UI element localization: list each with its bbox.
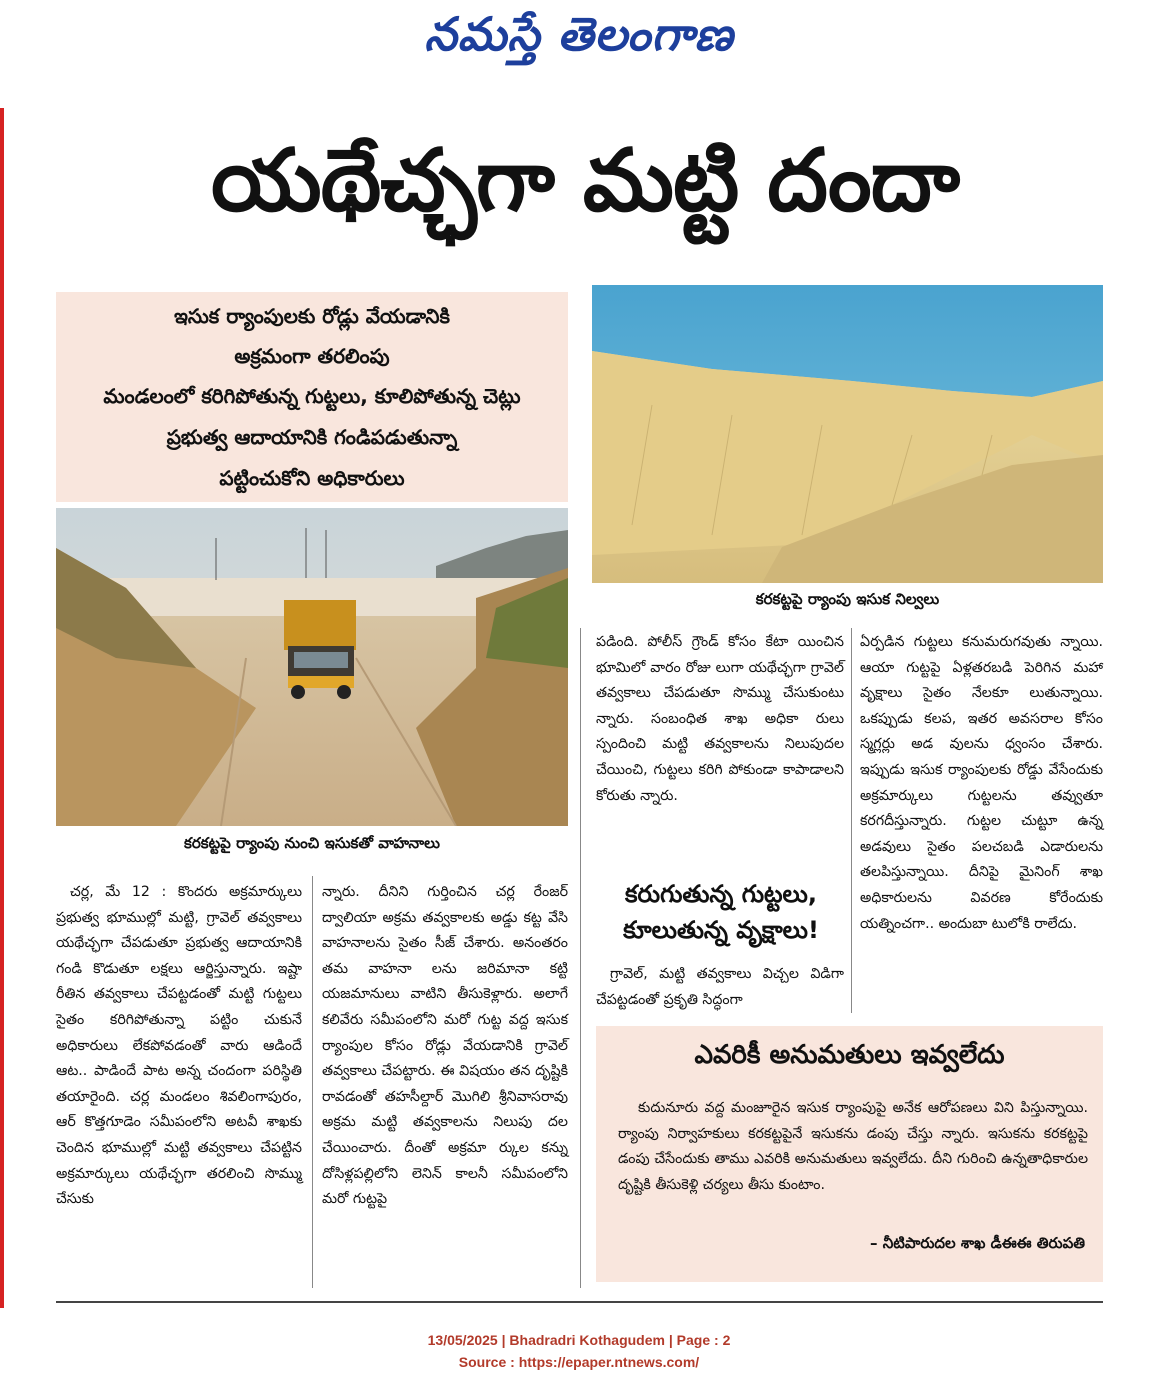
highlight-line: అక్రమంగా తరలింపు [234, 344, 390, 368]
footer-page-info: 13/05/2025 | Bhadradri Kothagudem | Page : 2 [427, 1332, 731, 1348]
column-divider [851, 628, 852, 1013]
side-rule [0, 108, 4, 1308]
statement-signature: – నీటిపారుదల శాఖ డీఈఈ తిరుపతి [870, 1234, 1085, 1252]
article-column-4 [860, 630, 1103, 937]
article-subheading: కరుగుతున్న గుట్టలు, కూలుతున్న వృక్షాలు! [623, 880, 819, 944]
article-column-1 [56, 880, 302, 1213]
column-divider [312, 876, 313, 1288]
newspaper-masthead: నమస్తే తెలంగాణ [424, 7, 734, 61]
highlight-line: పట్టించుకోని అధికారులు [219, 466, 405, 490]
photo-caption: కరకట్టపై ర్యాంపు నుంచి ఇసుకతో వాహనాలు [184, 834, 440, 852]
article-paragraph: ఏర్పడిన గుట్టలు కనుమరుగవుతు న్నాయి. ఆయా గుట్టపై ఏళ్లతరబడి పెరిగిన మహా వృక్షాలు సైతం నేలకూ లుతున్నాయి. ఒకప్పుడు కలప, ఇతర అవసరాల కోసం స్మగ్లర్లు అడ వులను ధ్వంసం చేశారు. ఇప్పుడు ఇసుక ర్యాంపులకు రోడ్డు వేసేందుకు అక్రమార్కులు గుట్టలను తవ్వుతూ కరగదీస్తున్నారు. గుట్టల చుట్టూ ఉన్న అడవులు సైతం పలచబడి ఎడారులను తలపిస్తున్నాయి. దీనిపై మైనింగ్ శాఖ అధికారులను వివరణ కోరేందుకు యత్నించగా.. అందుబా టులోకి రాలేదు. [860, 634, 1103, 932]
page-footer [0, 1329, 1158, 1373]
highlight-line: ఇసుక ర్యాంపులకు రోడ్లు వేయడానికి [174, 304, 450, 328]
truck-ramp-photo [56, 508, 568, 826]
article-column-3 [596, 630, 844, 809]
column-divider [580, 628, 581, 1288]
bottom-rule [56, 1301, 1103, 1303]
highlight-line: ప్రభుత్వ ఆదాయానికి గండిపడుతున్నా [166, 425, 458, 449]
headline: యథేచ్ఛగా మట్టి దందా [210, 130, 960, 231]
footer-source-link[interactable]: Source : https://epaper.ntnews.com/ [458, 1354, 700, 1370]
article-paragraph: చర్ల, మే 12 : కొందరు అక్రమార్కులు ప్రభుత్వ భూముల్లో మట్టి, గ్రావెల్ తవ్వకాలు యథేచ్ఛగా చేపడుతూ ప్రభుత్వ ఆదాయానికి గండి కొడుతూ లక్షలు ఆర్జిస్తున్నారు. ఇష్టా రీతిన తవ్వకాలు చేపట్టడంతో మట్టి గుట్టలు సైతం కరిగిపోతున్నా పట్టిం చుకునే అధికారులు లేకపోవడంతో వారు ఆడిందే ఆట.. పాడిందే పాట అన్న చందంగా పరిస్థితి తయారైంది. చర్ల మండలం శివలింగాపురం, ఆర్ కొత్తగూడెం సమీపంలోని అటవీ శాఖకు చెందిన భూముల్లో మట్టి తవ్వకాలు చేపట్టిన అక్రమార్కులు యథేచ్ఛగా తరలించి సొమ్ము చేసుకు [56, 884, 302, 1208]
highlights-box [56, 292, 568, 502]
article-column-2 [322, 880, 568, 1213]
article-column-3-continued [596, 962, 844, 1013]
statement-body: కుదునూరు వద్ద మంజూరైన ఇసుక ర్యాంపుపై అనేక ఆరోపణలు విని పిస్తున్నాయి. ర్యాంపు నిర్వాహకులు కరకట్టపైనే ఇసుకను డంపు చేస్తు న్నారు. ఇసుకను కరకట్టపై డంపు చేసేందుకు తాము ఎవరికి అనుమతులు ఇవ్వలేదు. దీని గురించి ఉన్నతాధికారుల దృష్టికి తీసుకెళ్లి చర్యలు తీసు కుంటాం. [618, 1100, 1088, 1193]
article-paragraph: గ్రావెల్, మట్టి తవ్వకాలు విచ్చల విడిగా చేపట్టడంతో ప్రకృతి సిద్ధంగా [596, 966, 844, 1008]
article-paragraph: న్నారు. దీనిని గుర్తించిన చర్ల రేంజర్ ద్వాలియా అక్రమ తవ్వకాలకు అడ్డు కట్ట వేసి వాహనాలను సైతం సీజ్ చేశారు. అనంతరం తమ వాహనా లను జరిమానా కట్టి యజమానులు వాటిని తీసుకెళ్లారు. అలాగే కలివేరు సమీపంలోని మరో గుట్ట వద్ద ఇసుక ర్యాంపుల కోసం రోడ్లు వేయడానికి గ్రావెల్ తవ్వకాలు చేపట్టారు. ఈ విషయం తన దృష్టికి రావడంతో తహసీల్దార్ మొగిలి శ్రీనివాసరావు అక్రమ మట్టి తవ్వకాలను నిలుపు దల చేయించారు. దీంతో అక్రమా ర్కుల కన్ను దోసిళ్లపల్లిలోని లెనిన్ కాలనీ సమీపంలోని మరో గుట్టపై [322, 884, 568, 1208]
official-statement-box [596, 1026, 1103, 1282]
statement-title: ఎవరికీ అనుమతులు ఇవ్వలేదు [694, 1040, 1005, 1070]
sand-stockpile-photo [592, 285, 1103, 583]
article-paragraph: పడింది. పోలీస్ గ్రౌండ్ కోసం కేటా యించిన భూమిలో వారం రోజు లుగా యథేచ్ఛగా గ్రావెల్ తవ్వకాలు చేపడుతూ సొమ్ము చేసుకుంటు న్నారు. సంబంధిత శాఖ అధికా రులు స్పందించి మట్టి తవ్వకాలను నిలుపుదల చేయించి, గుట్టలు కరిగి పోకుండా కాపాడాలని కోరుతు న్నారు. [596, 634, 844, 804]
photo-caption: కరకట్టపై ర్యాంపు ఇసుక నిల్వలు [755, 590, 940, 608]
highlight-line: మండలంలో కరిగిపోతున్న గుట్టలు, కూలిపోతున్న చెట్లు [103, 384, 521, 408]
